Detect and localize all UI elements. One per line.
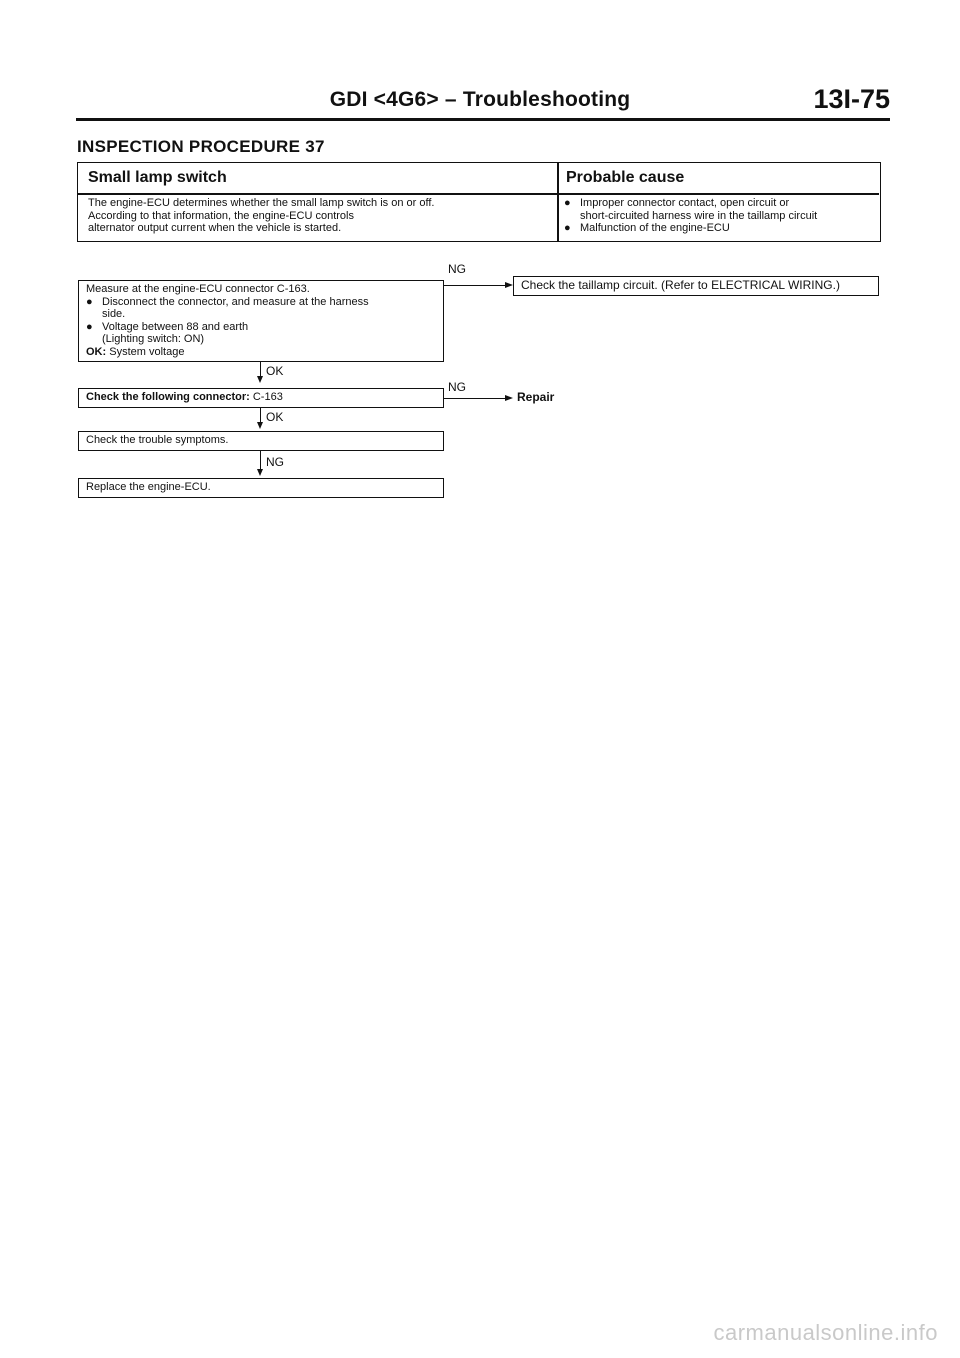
ok-criterion: OK: System voltage [86, 345, 185, 358]
arrow-right-icon [505, 282, 513, 288]
symptom-description [88, 197, 434, 235]
ng-label: NG [266, 455, 284, 469]
watermark: carmanualsonline.info [713, 1320, 938, 1345]
step-bullet: ● Voltage between 88 and earth [86, 320, 249, 333]
ng-label: NG [448, 380, 466, 394]
procedure-title: INSPECTION PROCEDURE 37 [77, 137, 325, 156]
ok-label: OK [266, 364, 284, 378]
symptom-cause-table [77, 162, 881, 242]
step-check-connector: Check the following connector: C-163 [78, 388, 444, 408]
bullet-icon: ● [564, 222, 571, 234]
step-check-symptoms: Check the trouble symptoms. [78, 431, 444, 451]
ng-label: NG [448, 262, 466, 276]
step-bullet-continued: side. [102, 308, 126, 320]
cause-item: ● Malfunction of the engine-ECU [564, 222, 730, 234]
step-bullet: ● Disconnect the connector, and measure at the harness [86, 295, 369, 308]
ng-connector-line [260, 451, 261, 470]
ok-connector-line [260, 408, 261, 423]
action-check-taillamp-circuit: Check the taillamp circuit. (Refer to ELECTRICAL WIRING.) [513, 276, 879, 296]
probable-causes-list [564, 197, 817, 235]
ng-connector-line [444, 398, 506, 399]
arrow-down-icon [257, 422, 263, 429]
step-measure-connector [78, 280, 444, 362]
arrow-down-icon [257, 469, 263, 476]
description-line: According to that information, the engine-ECU controls [88, 209, 354, 222]
description-line: The engine-ECU determines whether the small lamp switch is on or off. [88, 197, 435, 209]
table-column-divider [557, 163, 559, 241]
action-repair: Repair [517, 390, 555, 404]
bullet-icon: ● [564, 197, 571, 209]
ok-connector-line [260, 362, 261, 377]
step-text: Measure at the engine-ECU connector C-163. [86, 283, 310, 295]
page-header-title: GDI <4G6> – Troubleshooting [329, 88, 631, 111]
arrow-down-icon [257, 376, 263, 383]
step-replace-ecu: Replace the engine-ECU. [78, 478, 444, 498]
step-bullet-continued: (Lighting switch: ON) [102, 333, 205, 345]
cause-item-continued: short-circuited harness wire in the taillamp circuit [580, 209, 818, 222]
table-heading-cause: Probable cause [566, 169, 685, 186]
page-number: 13I-75 [813, 84, 890, 114]
ok-label: OK [266, 410, 284, 424]
ng-connector-line [444, 285, 506, 286]
table-row-divider [78, 193, 879, 195]
description-line: alternator output current when the vehicle is started. [88, 222, 342, 234]
cause-item: ● Improper connector contact, open circuit or [564, 197, 790, 209]
table-heading-symptom: Small lamp switch [88, 169, 227, 186]
arrow-right-icon [505, 395, 513, 401]
header-divider [76, 118, 890, 121]
